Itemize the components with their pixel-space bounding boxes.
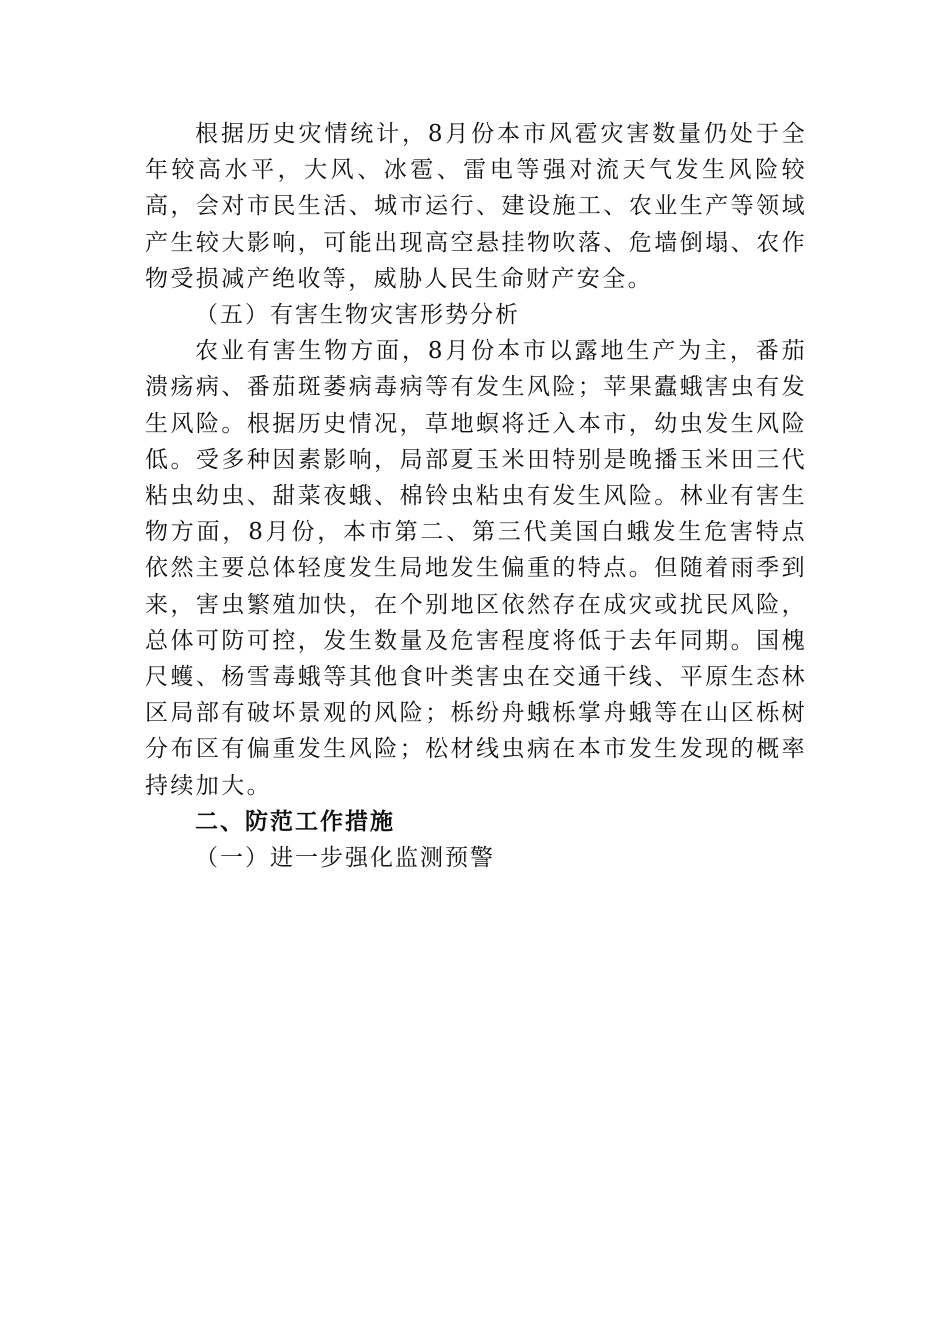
document-page <box>145 116 807 876</box>
heading-prevention-measures: 二、防范工作措施 <box>195 808 395 835</box>
paragraph-pest-risk: 农业有害生物方面，8月份本市以露地生产为主，番茄溃疡病、番茄斑萎病毒病等有发生风险；苹果蠹蛾害虫有发生风险。根据历史情况，草地螟将迁入本市，幼虫发生风险低。受多种因素影响，局部夏玉米田特别是晚播玉米田三代粘虫幼虫、甜菜夜蛾、棉铃虫粘虫有发生风险。林业有害生物方面，8月份，本市第二、第三代美国白蛾发生危害特点依然主要总体轻度发生局地发生偏重的特点。但随着雨季到来，害虫繁殖加快，在个别地区依然存在成灾或扰民风险，总体可防可控，发生数量及危害程度将低于去年同期。国槐尺蠖、杨雪毒蛾等其他食叶类害虫在交通干线、平原生态林区局部有破坏景观的风险；栎纷舟蛾栎掌舟蛾等在山区栎树分布区有偏重发生风险；松材线虫病在本市发生发现的概率持续加大。 <box>145 338 807 799</box>
subheading-monitoring-warning: （一）进一步强化监测预警 <box>195 845 495 872</box>
subheading-pest-analysis: （五）有害生物灾害形势分析 <box>195 302 520 329</box>
paragraph-hail-risk: 根据历史灾情统计，8月份本市风雹灾害数量仍处于全年较高水平，大风、冰雹、雷电等强对流天气发生风险较高，会对市民生活、城市运行、建设施工、农业生产等领域产生较大影响，可能出现高空悬挂物吹落、危墙倒塌、农作物受损减产绝收等，威胁人民生命财产安全。 <box>145 121 807 292</box>
